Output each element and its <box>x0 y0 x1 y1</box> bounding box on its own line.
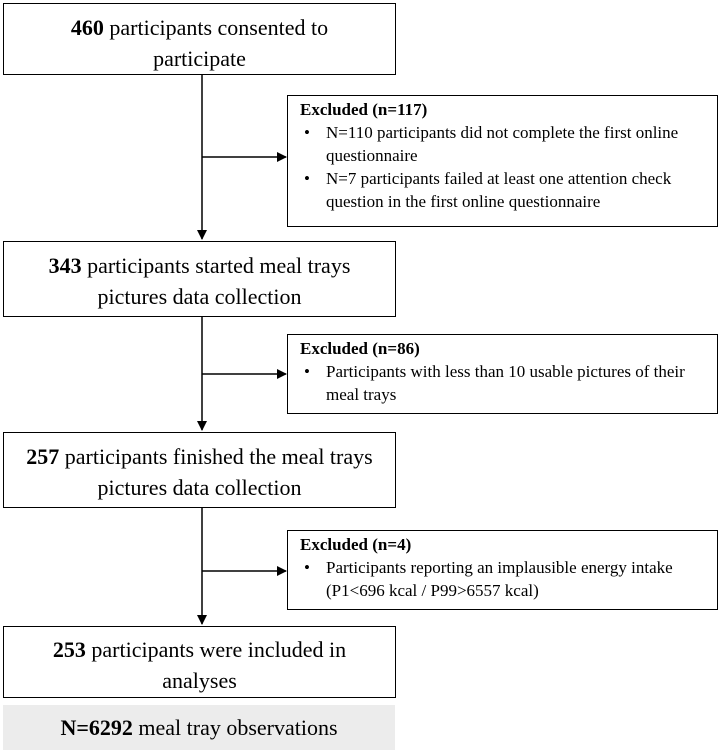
step-text: participants started meal trays pictures data collection <box>87 253 351 309</box>
step-text: participants finished the meal trays pictures data collection <box>64 444 373 500</box>
step-count: 460 <box>70 15 104 40</box>
step-count: 253 <box>52 637 86 662</box>
step-box-started <box>3 241 396 317</box>
final-observations <box>3 705 395 750</box>
exclusion-title: Excluded (n=86) <box>300 339 420 358</box>
exclusion-box-3 <box>287 530 718 610</box>
step-box-included <box>3 626 396 698</box>
exclusion-title: Excluded (n=117) <box>300 100 428 119</box>
step-count: 343 <box>48 253 82 278</box>
step-count: 257 <box>26 444 60 469</box>
exclusion-item: • N=7 participants failed at least one attention check question in the first online questionnaire <box>300 167 707 213</box>
exclusion-box-2 <box>287 334 718 414</box>
step-text: participants were included in analyses <box>91 637 347 693</box>
final-text: meal tray observations <box>138 715 338 740</box>
exclusion-title: Excluded (n=4) <box>300 535 412 554</box>
step-text: participants consented to participate <box>109 15 329 71</box>
step-box-finished <box>3 432 396 508</box>
exclusion-box-1 <box>287 95 718 227</box>
final-count: N=6292 <box>60 715 133 740</box>
exclusion-item: • Participants with less than 10 usable pictures of their meal trays <box>300 360 707 406</box>
exclusion-item: • N=110 participants did not complete the first online questionnaire <box>300 121 707 167</box>
exclusion-item: • Participants reporting an implausible energy intake (P1<696 kcal / P99>6557 kcal) <box>300 556 707 602</box>
step-box-consented <box>3 3 396 75</box>
